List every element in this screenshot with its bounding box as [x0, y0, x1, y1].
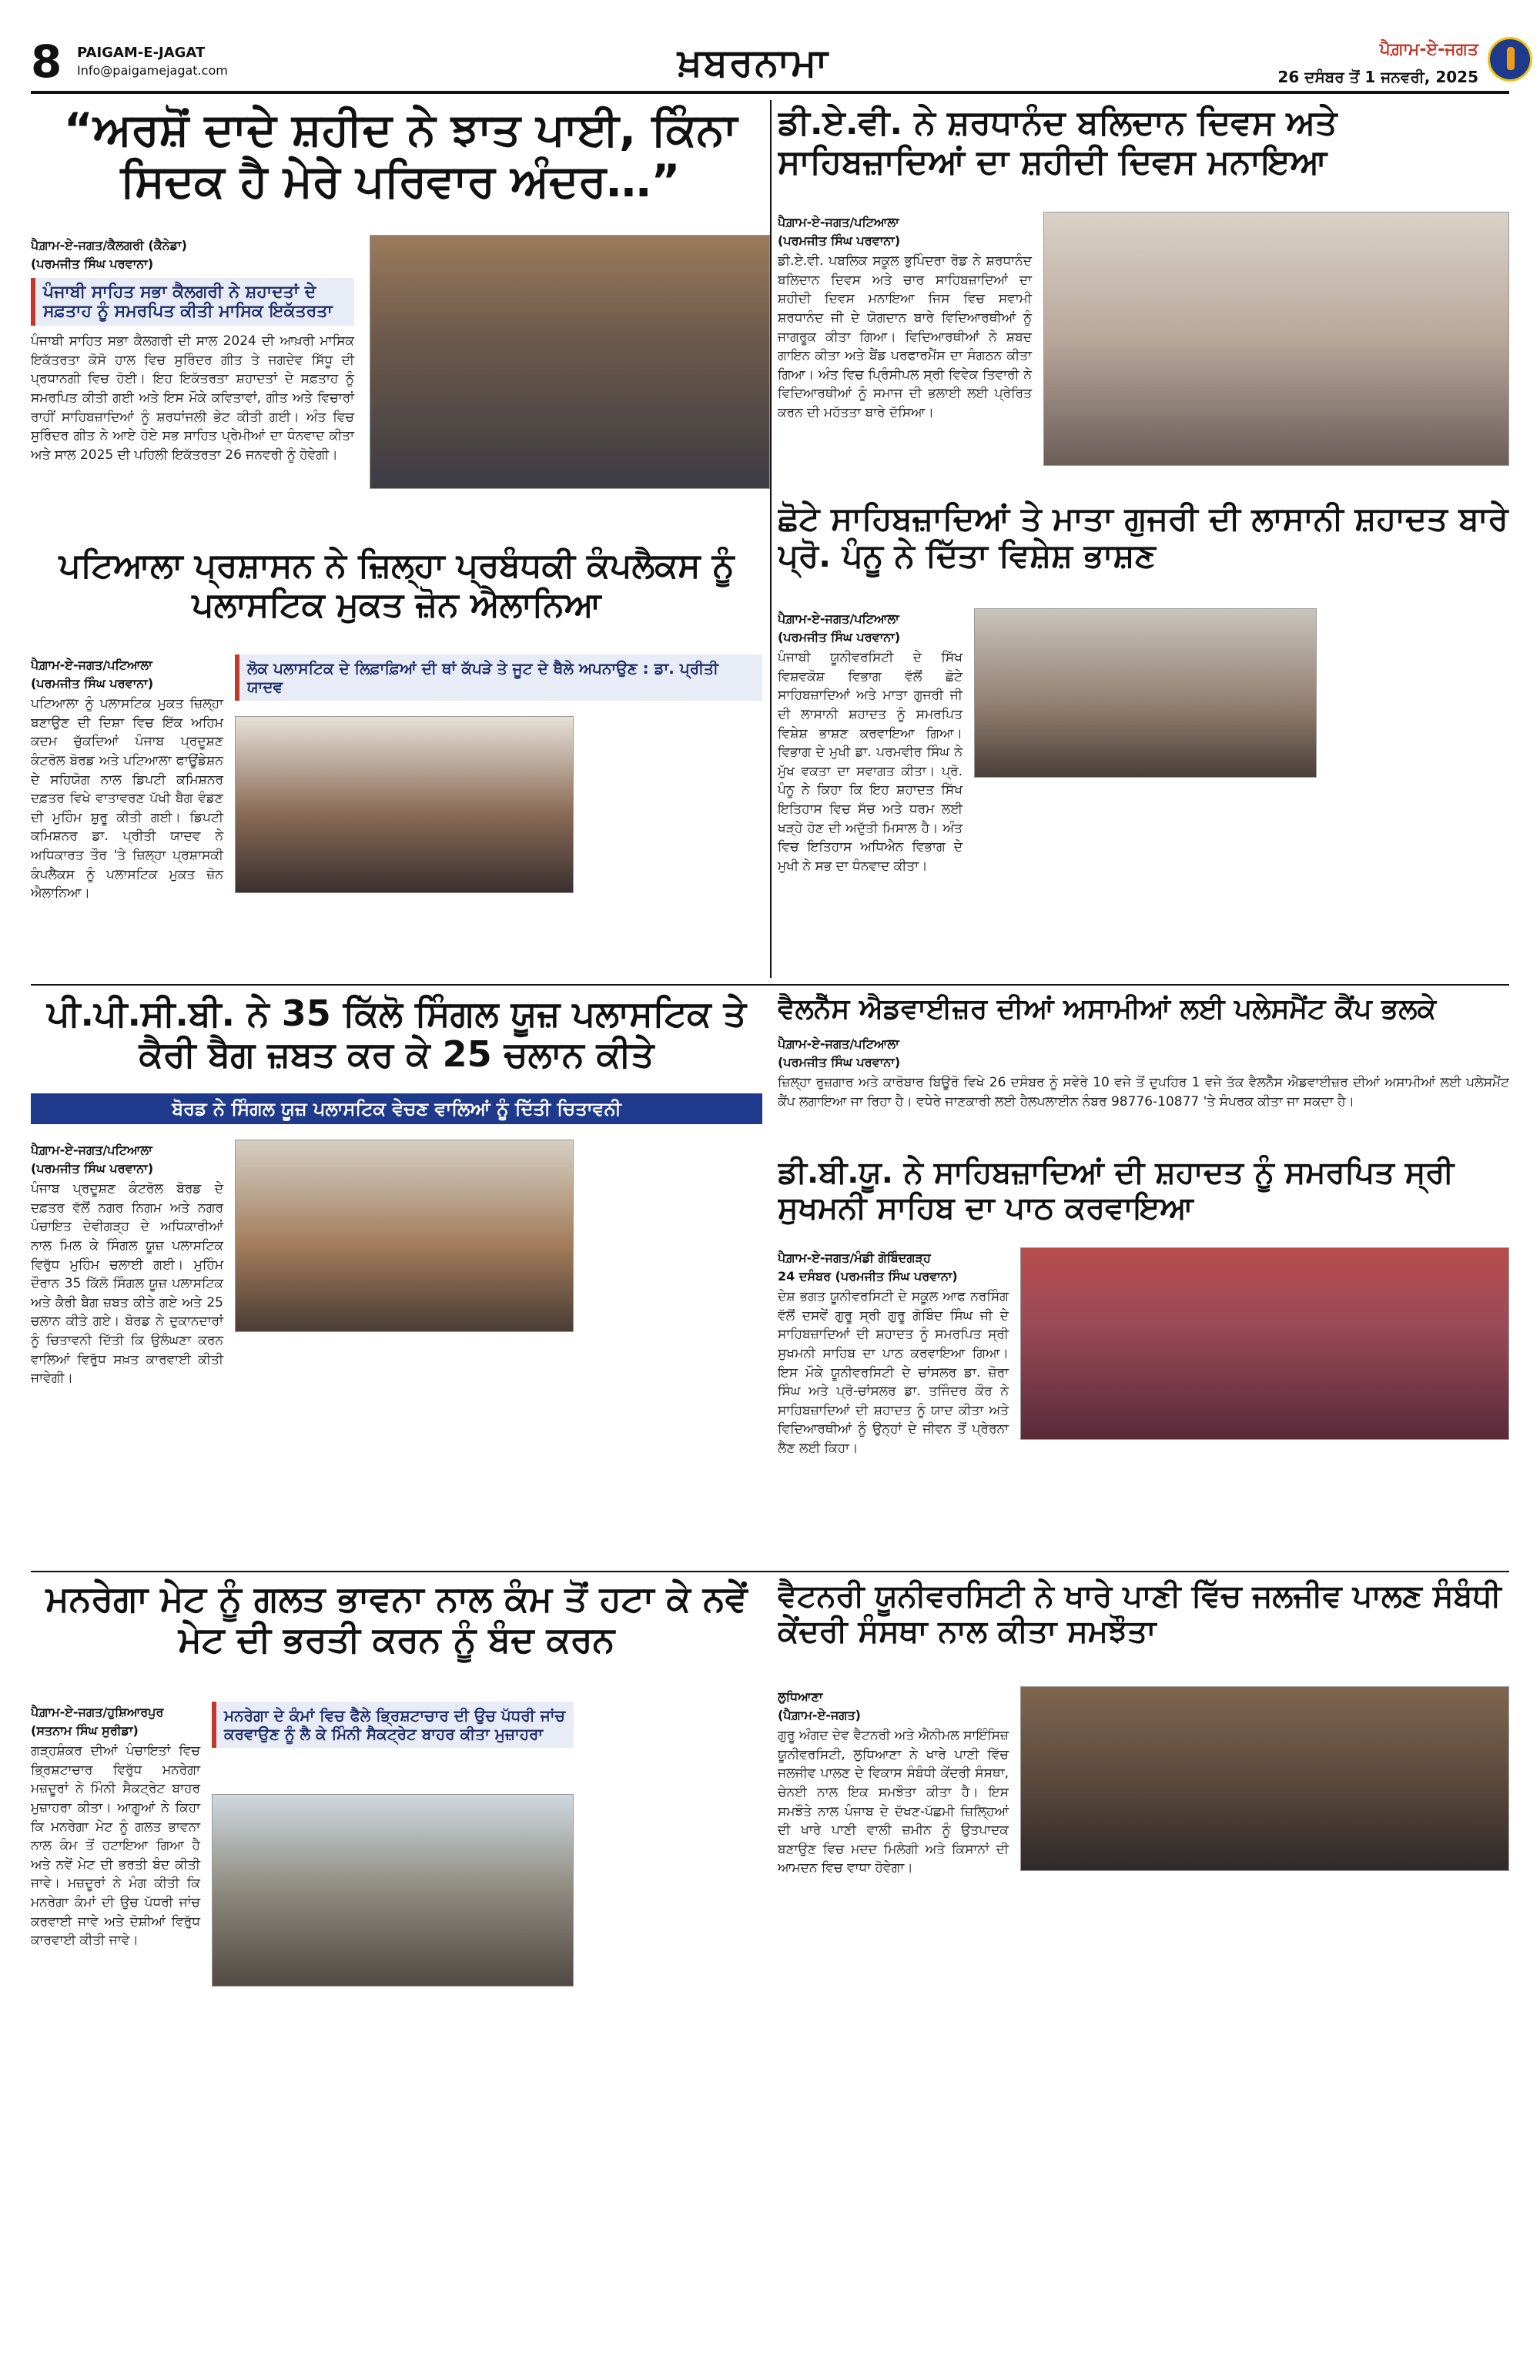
article-body: ਪੰਜਾਬੀ ਯੂਨੀਵਰਸਿਟੀ ਦੇ ਸਿੱਖ ਵਿਸ਼ਵਕੋਸ਼ ਵਿਭਾਗ ਵੱਲੋਂ ਛੋਟੇ ਸਾਹਿਬਜ਼ਾਦਿਆਂ ਅਤੇ ਮਾਤਾ ਗੁਜਰੀ ਜੀ ਦੀ ਲਾਸਾਨੀ ਸ਼ਹਾਦਤ ਨੂੰ ਸਮਰਪਿਤ ਵਿਸ਼ੇਸ਼ ਭਾਸ਼ਣ ਕਰਵਾਇਆ ਗਿਆ। ਵਿਭਾਗ ਦੇ ਮੁਖੀ ਡਾ. ਪਰਮਵੀਰ ਸਿੰਘ ਨੇ ਮੁੱਖ ਵਕਤਾ ਦਾ ਸਵਾਗਤ ਕੀਤਾ। ਪ੍ਰੋ. ਪੰਨੂ ਨੇ ਕਿਹਾ ਕਿ ਇਹ ਸ਼ਹਾਦਤ ਸਿੱਖ ਇਤਿਹਾਸ ਵਿਚ ਸੱਚ ਅਤੇ ਧਰਮ ਲਈ ਖੜ੍ਹੇ ਹੋਣ ਦੀ ਅਦੁੱਤੀ ਮਿਸਾਲ ਹੈ। ਅੰਤ ਵਿਚ ਇਤਿਹਾਸ ਅਧਿਐਨ ਵਿਭਾਗ ਦੇ ਮੁਖੀ ਨੇ ਸਭ ਦਾ ਧੰਨਵਾਦ ਕੀਤਾ। [778, 650, 962, 875]
dateline: ਲੁਧਿਆਣਾ [778, 1689, 823, 1704]
shop-inspection-photo [235, 1140, 574, 1332]
byline: (ਪਰਮਜੀਤ ਸਿੰਘ ਪਰਵਾਨਾ) [31, 676, 154, 691]
article-body: ਪਟਿਆਲਾ ਨੂੰ ਪਲਾਸਟਿਕ ਮੁਕਤ ਜ਼ਿਲ੍ਹਾ ਬਣਾਉਣ ਦੀ ਦਿਸ਼ਾ ਵਿਚ ਇੱਕ ਅਹਿਮ ਕਦਮ ਚੁੱਕਦਿਆਂ ਪੰਜਾਬ ਪ੍ਰਦੂਸ਼ਣ ਕੰਟਰੋਲ ਬੋਰਡ ਅਤੇ ਪਟਿਆਲਾ ਫਾਊਂਡੇਸ਼ਨ ਦੇ ਸਹਿਯੋਗ ਨਾਲ ਡਿਪਟੀ ਕਮਿਸ਼ਨਰ ਦਫ਼ਤਰ ਵਿਖੇ ਵਾਤਾਵਰਣ ਪੱਖੀ ਬੈਗ ਵੰਡਣ ਦੀ ਮੁਹਿੰਮ ਸ਼ੁਰੂ ਕੀਤੀ ਗਈ। ਡਿਪਟੀ ਕਮਿਸ਼ਨਰ ਡਾ. ਪ੍ਰੀਤੀ ਯਾਦਵ ਨੇ ਅਧਿਕਾਰਤ ਤੌਰ 'ਤੇ ਜ਼ਿਲ੍ਹਾ ਪ੍ਰਸ਼ਾਸਕੀ ਕੰਪਲੈਕਸ ਨੂੰ ਪਲਾਸਟਿਕ ਮੁਕਤ ਜ਼ੋਨ ਐਲਾਨਿਆ। [31, 696, 223, 902]
byline: 24 ਦਸੰਬਰ (ਪਰਮਜੀਤ ਸਿੰਘ ਪਰਵਾਨਾ) [778, 1269, 958, 1284]
dateline: ਪੈਗ਼ਾਮ-ਏ-ਜਗਤ/ਪਟਿਆਲਾ [31, 658, 152, 672]
article-body: ਗੜ੍ਹਸ਼ੰਕਰ ਦੀਆਂ ਪੰਚਾਇਤਾਂ ਵਿਚ ਭ੍ਰਿਸ਼ਟਾਚਾਰ ਵਿਰੁੱਧ ਮਨਰੇਗਾ ਮਜ਼ਦੂਰਾਂ ਨੇ ਮਿੰਨੀ ਸੈਕਟ੍ਰੇਟ ਬਾਹਰ ਮੁਜ਼ਾਹਰਾ ਕੀਤਾ। ਆਗੂਆਂ ਨੇ ਕਿਹਾ ਕਿ ਮਨਰੇਗਾ ਮੇਟ ਨੂੰ ਗਲਤ ਭਾਵਨਾ ਨਾਲ ਕੰਮ ਤੋਂ ਹਟਾਇਆ ਗਿਆ ਹੈ ਅਤੇ ਨਵੇਂ ਮੇਟ ਦੀ ਭਰਤੀ ਬੰਦ ਕੀਤੀ ਜਾਵੇ। ਮਜ਼ਦੂਰਾਂ ਨੇ ਮੰਗ ਕੀਤੀ ਕਿ ਮਨਰੇਗਾ ਕੰਮਾਂ ਦੀ ਉਚ ਪੱਧਰੀ ਜਾਂਚ ਕਰਵਾਈ ਜਾਵੇ ਅਤੇ ਦੋਸ਼ੀਆਂ ਵਿਰੁੱਧ ਕਾਰਵਾਈ ਕੀਤੀ ਜਾਵੇ। [31, 1743, 200, 1949]
headline: ਵੈਟਨਰੀ ਯੂਨੀਵਰਸਿਟੀ ਨੇ ਖਾਰੇ ਪਾਣੀ ਵਿੱਚ ਜਲਜੀਵ ਪਾਲਣ ਸੰਬੰਧੀ ਕੇਂਦਰੀ ਸੰਸਥਾ ਨਾਲ ਕੀਤਾ ਸਮਝੌਤਾ [778, 1578, 1502, 1649]
header-rule [31, 91, 1509, 94]
torch-logo-icon [1488, 37, 1532, 82]
students-photo [1043, 212, 1509, 466]
article-ppcb [31, 993, 762, 1471]
article-tbu [778, 1155, 1509, 1563]
byline: (ਸਤਨਾਮ ਸਿੰਘ ਸੁਰੀਡਾ) [31, 1723, 139, 1738]
callout: ਮਨਰੇਗਾ ਦੇ ਕੰਮਾਂ ਵਿਚ ਫੈਲੇ ਭ੍ਰਿਸ਼ਟਾਚਾਰ ਦੀ ਉਚ ਪੱਧਰੀ ਜਾਂਚ ਕਰਵਾਉਣ ਨੂੰ ਲੈ ਕੇ ਮਿੰਨੀ ਸੈਕਟ੍ਰੇਟ ਬਾਹਰ ਕੀਤਾ ਮੁਜ਼ਾਹਰਾ [212, 1702, 574, 1748]
article-body: ਪੰਜਾਬੀ ਸਾਹਿਤ ਸਭਾ ਕੈਲਗਰੀ ਦੀ ਸਾਲ 2024 ਦੀ ਆਖ਼ਰੀ ਮਾਸਿਕ ਇਕੱਤਰਤਾ ਕੋਸੋ ਹਾਲ ਵਿਚ ਸੁਰਿੰਦਰ ਗੀਤ ਤੇ ਜਗਦੇਵ ਸਿੱਧੂ ਦੀ ਪ੍ਰਧਾਨਗੀ ਵਿਚ ਹੋਈ। ਇਹ ਇਕੱਤਰਤਾ ਸ਼ਹਾਦਤਾਂ ਦੇ ਸਫ਼ਤਾਹ ਨੂੰ ਸਮਰਪਿਤ ਕੀਤੀ ਗਈ ਅਤੇ ਇਸ ਮੌਕੇ ਕਵਿਤਾਵਾਂ, ਗੀਤ ਅਤੇ ਵਿਚਾਰਾਂ ਰਾਹੀਂ ਸਾਹਿਬਜ਼ਾਦਿਆਂ ਨੂੰ ਸ਼ਰਧਾਂਜਲੀ ਭੇਟ ਕੀਤੀ ਗਈ। ਅੰਤ ਵਿਚ ਸੁਰਿੰਦਰ ਗੀਤ ਨੇ ਆਏ ਹੋਏ ਸਭ ਸਾਹਿਤ ਪ੍ਰੇਮੀਆਂ ਦਾ ਧੰਨਵਾਦ ਕੀਤਾ ਅਤੇ ਸਾਲ 2025 ਦੀ ਪਹਿਲੀ ਇਕੱਤਰਤਾ 26 ਜਨਵਰੀ ਨੂੰ ਹੋਵੇਗੀ। [31, 333, 354, 463]
article-dav [778, 104, 1509, 489]
column-divider [770, 100, 772, 978]
article-body: ਗੁਰੂ ਅੰਗਦ ਦੇਵ ਵੈਟਨਰੀ ਅਤੇ ਐਨੀਮਲ ਸਾਇੰਸਿਜ਼ ਯੂਨੀਵਰਸਿਟੀ, ਲੁਧਿਆਣਾ ਨੇ ਖਾਰੇ ਪਾਣੀ ਵਿੱਚ ਜਲਜੀਵ ਪਾਲਣ ਦੇ ਵਿਕਾਸ ਸੰਬੰਧੀ ਕੇਂਦਰੀ ਸੰਸਥਾ, ਚੇਨਈ ਨਾਲ ਇਕ ਸਮਝੌਤਾ ਕੀਤਾ ਹੈ। ਇਸ ਸਮਝੌਤੇ ਨਾਲ ਪੰਜਾਬ ਦੇ ਦੱਖਣ-ਪੱਛਮੀ ਜ਼ਿਲ੍ਹਿਆਂ ਦੀ ਖਾਰੇ ਪਾਣੀ ਵਾਲੀ ਜ਼ਮੀਨ ਨੂੰ ਉਤਪਾਦਕ ਬਣਾਉਣ ਵਿਚ ਮਦਦ ਮਿਲੇਗੀ ਅਤੇ ਕਿਸਾਨਾਂ ਦੀ ਆਮਦਨ ਵਿਚ ਵਾਧਾ ਹੋਵੇਗਾ। [778, 1728, 1009, 1876]
page-number: 8 [31, 35, 62, 88]
issue-date: 26 ਦਸੰਬਰ ਤੋਂ 1 ਜਨਵਰੀ, 2025 [1277, 68, 1478, 86]
article-body: ਜ਼ਿਲ੍ਹਾ ਰੁਜ਼ਗਾਰ ਅਤੇ ਕਾਰੋਬਾਰ ਬਿਊਰੋ ਵਿਖੇ 26 ਦਸੰਬਰ ਨੂੰ ਸਵੇਰੇ 10 ਵਜੇ ਤੋਂ ਦੁਪਹਿਰ 1 ਵਜੇ ਤੱਕ ਵੈਲਨੈੱਸ ਐਡਵਾਈਜ਼ਰ ਦੀਆਂ ਅਸਾਮੀਆਂ ਲਈ ਪਲੇਸਮੈਂਟ ਕੈਂਪ ਲਗਾਇਆ ਜਾ ਰਿਹਾ ਹੈ। ਵਧੇਰੇ ਜਾਣਕਾਰੀ ਲਈ ਹੈਲਪਲਾਈਨ ਨੰਬਰ 98776-10877 'ਤੇ ਸੰਪਰਕ ਕੀਤਾ ਜਾ ਸਕਦਾ ਹੈ। [778, 1075, 1509, 1110]
headline: ਪੀ.ਪੀ.ਸੀ.ਬੀ. ਨੇ 35 ਕਿੱਲੋ ਸਿੰਗਲ ਯੂਜ਼ ਪਲਾਸਟਿਕ ਤੇ ਕੈਰੀ ਬੈਗ ਜ਼ਬਤ ਕਰ ਕੇ 25 ਚਲਾਨ ਕੀਤੇ [46, 993, 747, 1075]
headline: ਵੈਲਨੈੱਸ ਐਡਵਾਈਜ਼ਰ ਦੀਆਂ ਅਸਾਮੀਆਂ ਲਈ ਪਲੇਸਮੈਂਟ ਕੈਂਪ ਭਲਕੇ [778, 993, 1437, 1025]
article-body: ਦੇਸ਼ ਭਗਤ ਯੂਨੀਵਰਸਿਟੀ ਦੇ ਸਕੂਲ ਆਫ ਨਰਸਿੰਗ ਵੱਲੋਂ ਦਸਵੇਂ ਗੁਰੂ ਸ੍ਰੀ ਗੁਰੂ ਗੋਬਿੰਦ ਸਿੰਘ ਜੀ ਦੇ ਸਾਹਿਬਜ਼ਾਦਿਆਂ ਦੀ ਸ਼ਹਾਦਤ ਨੂੰ ਸਮਰਪਿਤ ਸ੍ਰੀ ਸੁਖਮਨੀ ਸਾਹਿਬ ਦਾ ਪਾਠ ਕਰਵਾਇਆ ਗਿਆ। ਇਸ ਮੌਕੇ ਯੂਨੀਵਰਸਿਟੀ ਦੇ ਚਾਂਸਲਰ ਡਾ. ਜ਼ੋਰਾ ਸਿੰਘ ਅਤੇ ਪ੍ਰੋ-ਚਾਂਸਲਰ ਡਾ. ਤਜਿੰਦਰ ਕੌਰ ਨੇ ਸਾਹਿਬਜ਼ਾਦਿਆਂ ਦੀ ਸ਼ਹਾਦਤ ਨੂੰ ਯਾਦ ਕੀਤਾ ਅਤੇ ਵਿਦਿਆਰਥੀਆਂ ਨੂੰ ਉਨ੍ਹਾਂ ਦੇ ਜੀਵਨ ਤੋਂ ਪ੍ਰੇਰਨਾ ਲੈਣ ਲਈ ਕਿਹਾ। [778, 1289, 1009, 1457]
row-divider [31, 984, 1509, 986]
article-plastic-zone [31, 547, 762, 986]
lecture-photo [974, 608, 1317, 778]
protest-photo [212, 1794, 574, 1987]
article-calgary [31, 104, 770, 535]
article-gadvasu [778, 1578, 1509, 2364]
dateline: ਪੈਗ਼ਾਮ-ਏ-ਜਗਤ/ਮੰਡੀ ਗੋਬਿੰਦਗੜ੍ਹ [778, 1250, 931, 1265]
headline: ਛੋਟੇ ਸਾਹਿਬਜ਼ਾਦਿਆਂ ਤੇ ਮਾਤਾ ਗੁਜਰੀ ਦੀ ਲਾਸਾਨੀ ਸ਼ਹਾਦਤ ਬਾਰੇ ਪ੍ਰੋ. ਪੰਨੂ ਨੇ ਦਿੱਤਾ ਵਿਸ਼ੇਸ਼ ਭਾਸ਼ਣ [778, 500, 1508, 575]
headline: ਡੀ.ਬੀ.ਯੂ. ਨੇ ਸਾਹਿਬਜ਼ਾਦਿਆਂ ਦੀ ਸ਼ਹਾਦਤ ਨੂੰ ਸਮਰਪਿਤ ਸ੍ਰੀ ਸੁਖਮਨੀ ਸਾਹਿਬ ਦਾ ਪਾਠ ਕਰਵਾਇਆ [778, 1155, 1455, 1226]
mou-photo [1020, 1686, 1509, 1871]
headline: ਮਨਰੇਗਾ ਮੇਟ ਨੂੰ ਗਲਤ ਭਾਵਨਾ ਨਾਲ ਕੰਮ ਤੋਂ ਹਟਾ ਕੇ ਨਵੇਂ ਮੇਟ ਦੀ ਭਰਤੀ ਕਰਨ ਨੂੰ ਬੰਦ ਕਰਨ [45, 1578, 748, 1660]
callout: ਪੰਜਾਬੀ ਸਾਹਿਤ ਸਭਾ ਕੈਲਗਰੀ ਨੇ ਸ਼ਹਾਦਤਾਂ ਦੇ ਸਫ਼ਤਾਹ ਨੂੰ ਸਮਰਪਿਤ ਕੀਤੀ ਮਾਸਿਕ ਇਕੱਤਰਤਾ [31, 278, 354, 326]
subhead-banner: ਬੋਰਡ ਨੇ ਸਿੰਗਲ ਯੂਜ਼ ਪਲਾਸਟਿਕ ਵੇਚਣ ਵਾਲਿਆਂ ਨੂੰ ਦਿੱਤੀ ਚਿਤਾਵਨੀ [31, 1093, 762, 1124]
byline: (ਪੈਗ਼ਾਮ-ਏ-ਜਗਤ) [778, 1708, 861, 1722]
masthead: ਪੈਗ਼ਾਮ-ਏ-ਜਗਤ [1379, 40, 1478, 59]
byline: (ਪਰਮਜੀਤ ਸਿੰਘ ਪਰਵਾਨਾ) [31, 256, 154, 271]
headline: ਪਟਿਆਲਾ ਪ੍ਰਸ਼ਾਸਨ ਨੇ ਜ਼ਿਲ੍ਹਾ ਪ੍ਰਬੰਧਕੀ ਕੰਪਲੈਕਸ ਨੂੰ ਪਲਾਸਟਿਕ ਮੁਕਤ ਜ਼ੋਨ ਐਲਾਨਿਆ [59, 547, 735, 624]
dateline: ਪੈਗ਼ਾਮ-ਏ-ਜਗਤ/ਪਟਿਆਲਾ [31, 1143, 152, 1157]
dateline: ਪੈਗ਼ਾਮ-ਏ-ਜਗਤ/ਹੁਸ਼ਿਆਰਪੁਰ [31, 1705, 164, 1719]
article-mgnrega [31, 1578, 762, 2364]
byline: (ਪਰਮਜੀਤ ਸਿੰਘ ਪਰਵਾਨਾ) [778, 630, 901, 644]
row-divider-2 [31, 1571, 1509, 1572]
article-pannu [778, 500, 1509, 978]
article-body: ਡੀ.ਏ.ਵੀ. ਪਬਲਿਕ ਸਕੂਲ ਭੁਪਿੰਦਰਾ ਰੋਡ ਨੇ ਸ਼ਰਧਾਨੰਦ ਬਲਿਦਾਨ ਦਿਵਸ ਅਤੇ ਚਾਰ ਸਾਹਿਬਜ਼ਾਦਿਆਂ ਦਾ ਸ਼ਹੀਦੀ ਦਿਵਸ ਮਨਾਇਆ ਜਿਸ ਵਿਚ ਸਵਾਮੀ ਸ਼ਰਧਾਨੰਦ ਜੀ ਦੇ ਯੋਗਦਾਨ ਬਾਰੇ ਵਿਦਿਆਰਥੀਆਂ ਨੂੰ ਜਾਗਰੂਕ ਕੀਤਾ ਗਿਆ। ਵਿਦਿਆਰਥੀਆਂ ਨੇ ਸ਼ਬਦ ਗਾਇਨ ਕੀਤਾ ਅਤੇ ਬੈਂਡ ਪਰਫਾਰਮੈਂਸ ਦਾ ਸੰਗਠਨ ਕੀਤਾ ਗਿਆ। ਅੰਤ ਵਿਚ ਪ੍ਰਿੰਸੀਪਲ ਸ੍ਰੀ ਵਿਵੇਕ ਤਿਵਾਰੀ ਨੇ ਵਿਦਿਆਰਥੀਆਂ ਨੂੰ ਸਮਾਜ ਦੀ ਭਲਾਈ ਲਈ ਪ੍ਰੇਰਿਤ ਕਰਨ ਦੀ ਮਹੱਤਤਾ ਬਾਰੇ ਦੱਸਿਆ। [778, 253, 1032, 421]
byline: (ਪਰਮਜੀਤ ਸਿੰਘ ਪਰਵਾਨਾ) [31, 1161, 154, 1176]
article-body: ਪੰਜਾਬ ਪ੍ਰਦੂਸ਼ਣ ਕੰਟਰੋਲ ਬੋਰਡ ਦੇ ਦਫ਼ਤਰ ਵੱਲੋਂ ਨਗਰ ਨਿਗਮ ਅਤੇ ਨਗਰ ਪੰਚਾਇਤ ਦੇਵੀਗੜ੍ਹ ਦੇ ਅਧਿਕਾਰੀਆਂ ਨਾਲ ਮਿਲ ਕੇ ਸਿੰਗਲ ਯੂਜ਼ ਪਲਾਸਟਿਕ ਵਿਰੁੱਧ ਮੁਹਿੰਮ ਚਲਾਈ ਗਈ। ਮੁਹਿੰਮ ਦੌਰਾਨ 35 ਕਿੱਲੋ ਸਿੰਗਲ ਯੂਜ਼ ਪਲਾਸਟਿਕ ਅਤੇ ਕੈਰੀ ਬੈਗ ਜ਼ਬਤ ਕੀਤੇ ਗਏ ਅਤੇ 25 ਚਲਾਨ ਕੀਤੇ ਗਏ। ਬੋਰਡ ਨੇ ਦੁਕਾਨਦਾਰਾਂ ਨੂੰ ਚਿਤਾਵਨੀ ਦਿੱਤੀ ਕਿ ਉਲੰਘਣਾ ਕਰਨ ਵਾਲਿਆਂ ਵਿਰੁੱਧ ਸਖ਼ਤ ਕਾਰਵਾਈ ਕੀਤੀ ਜਾਵੇਗੀ। [31, 1181, 223, 1387]
byline: (ਪਰਮਜੀਤ ਸਿੰਘ ਪਰਵਾਨਾ) [778, 233, 901, 248]
paper-name: PAIGAM-E-JAGAT [77, 45, 206, 61]
article-placement [778, 993, 1509, 1147]
headline: ਡੀ.ਏ.ਵੀ. ਨੇ ਸ਼ਰਧਾਨੰਦ ਬਲਿਦਾਨ ਦਿਵਸ ਅਤੇ ਸਾਹਿਬਜ਼ਾਦਿਆਂ ਦਾ ਸ਼ਹੀਦੀ ਦਿਵਸ ਮਨਾਇਆ [778, 104, 1337, 182]
paper-email: Info@paigamejagat.com [77, 63, 228, 78]
callout: ਲੋਕ ਪਲਾਸਟਿਕ ਦੇ ਲਿਫ਼ਾਫ਼ਿਆਂ ਦੀ ਥਾਂ ਕੱਪੜੇ ਤੇ ਜੂਟ ਦੇ ਥੈਲੇ ਅਪਨਾਉਣ : ਡਾ. ਪ੍ਰੀਤੀ ਯਾਦਵ [235, 654, 762, 701]
dateline: ਪੈਗ਼ਾਮ-ਏ-ਜਗਤ/ਪਟਿਆਲਾ [778, 1036, 899, 1051]
page-header [0, 0, 1540, 88]
dateline: ਪੈਗ਼ਾਮ-ਏ-ਜਗਤ/ਪਟਿਆਲਾ [778, 611, 899, 626]
headline: “ਅਰਸ਼ੋਂ ਦਾਦੇ ਸ਼ਹੀਦ ਨੇ ਝਾਤ ਪਾਈ, ਕਿੰਨਾ ਸਿਦਕ ਹੈ ਮੇਰੇ ਪਰਿਵਾਰ ਅੰਦਰ…” [63, 104, 738, 207]
dateline: ਪੈਗ਼ਾਮ-ਏ-ਜਗਤ/ਕੈਲਗਰੀ (ਕੈਨੇਡਾ) [31, 238, 187, 253]
bag-distribution-photo [235, 716, 574, 893]
section-title: ਖ਼ਬਰਨਾਮਾ [678, 40, 829, 85]
byline: (ਪਰਮਜੀਤ ਸਿੰਘ ਪਰਵਾਨਾ) [778, 1055, 901, 1069]
group-photo [370, 235, 770, 489]
dateline: ਪੈਗ਼ਾਮ-ਏ-ਜਗਤ/ਪਟਿਆਲਾ [778, 215, 899, 229]
prayer-hall-photo [1020, 1247, 1509, 1440]
